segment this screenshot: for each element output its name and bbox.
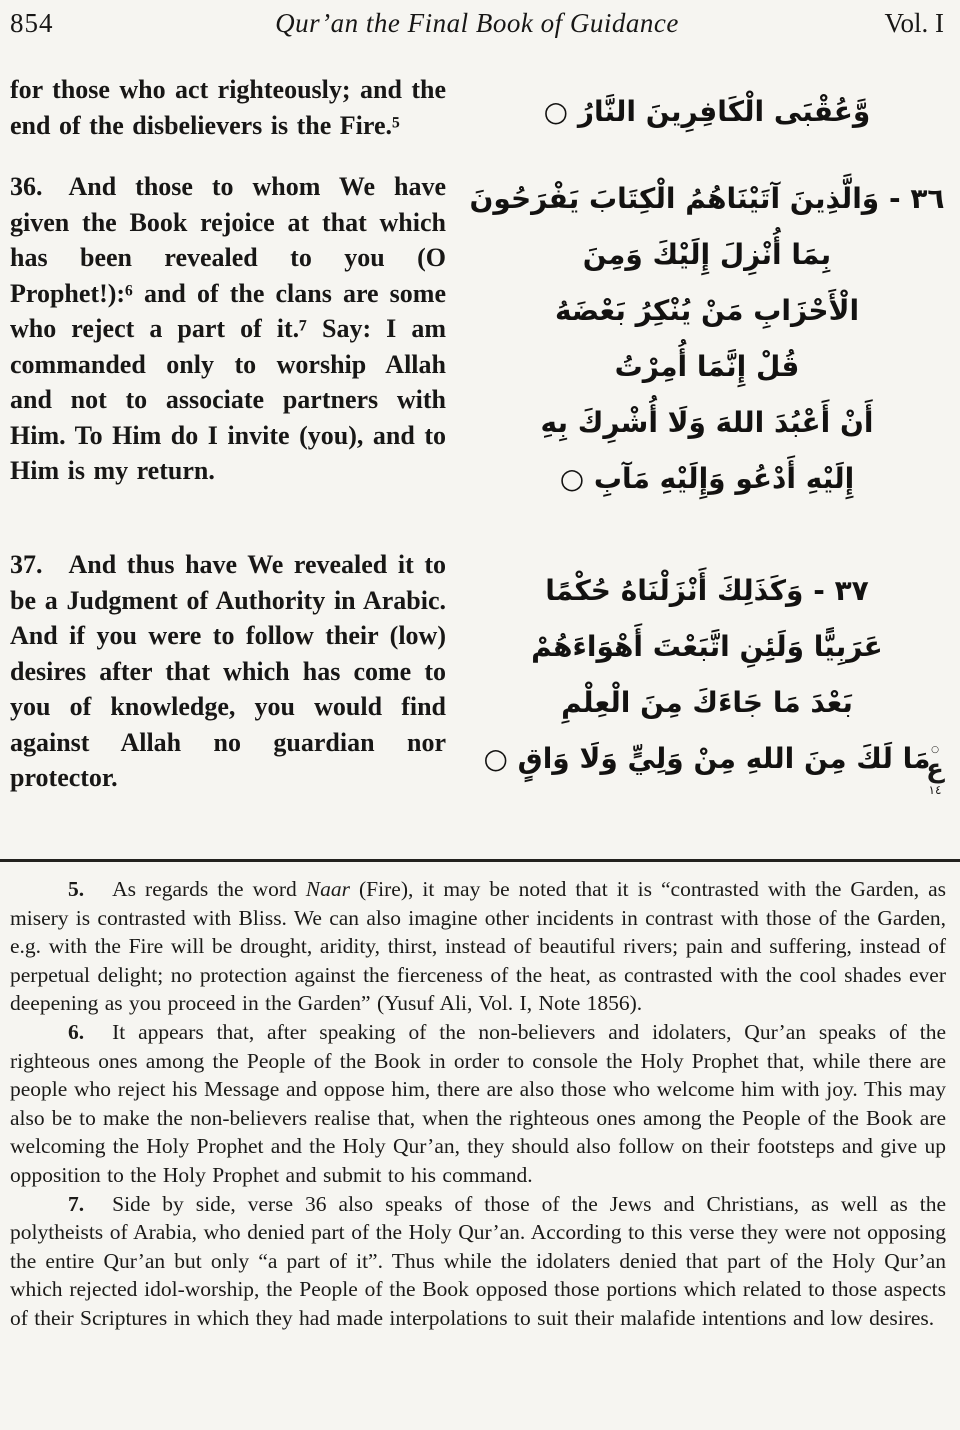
footnote-text: Side by side, verse 36 also speaks of those of the Jews and Christians, as well as the polytheists of Arabia, who denied part of the Holy Qur’an. According to this verse they were not opposing the entire Qur’an but only “a part of it”. Thus while the idolaters denied that part of the Holy Qur’an which rejected idol-worship, the People of the Book opposed those portions which related to those aspects of their Scriptures in which they had made interpolations to suit their malafide intentions and low desires.: [10, 1191, 946, 1330]
english-verse-37: 37. And thus have We revealed it to be a Judgment of Authority in Arabic. And if you were to follow their (low) desires after that which has come to you of knowledge, you would find against Allah no guardian nor protector.: [10, 550, 446, 792]
ruku-number: ١٤: [928, 783, 942, 797]
footnote-5: [10, 875, 946, 1018]
footnote-text: It appears that, after speaking of the non-believers and idolaters, Qur’an speaks of the righteous ones among the People of the Book in order to console the Holy Prophet that, while there are people who reject his Message and oppose him, there are also those who welcome him with joy. This may also be to make the non-believers realise that, when the righteous ones among the People of the Book are welcoming the Holy Prophet and the Holy Qur’an, they should also follow on their footsteps and give up opposition to the Holy Prophet and submit to his command.: [10, 1019, 946, 1187]
footnote-number: 7.: [68, 1191, 85, 1216]
arabic-line: قُلْ إِنَّمَا أُمِرْتُ: [614, 350, 800, 383]
arabic-line: أَنْ أَعْبُدَ اللهَ وَلَا أُشْرِكَ بِهِ: [540, 406, 874, 439]
arabic-verse-36: [468, 169, 946, 507]
arabic-line: بَعْدَ مَا جَاءَكَ مِنَ الْعِلْمِ: [561, 686, 853, 719]
page-title: Qur’an the Final Book of Guidance: [275, 8, 679, 38]
arabic-line: إِلَيْهِ أَدْعُو وَإِلَيْهِ مَآبِ ○: [559, 462, 855, 495]
arabic-line: الْأَحْزَابِ مَنْ يُنْكِرُ بَعْضَهُ: [554, 294, 860, 327]
page-header: [0, 0, 960, 42]
footnote-text: (Fire), it may be noted that it is “contrasted with the Garden, as misery is contrasted with Bliss. We can also imagine other incidents in contrast with those of the Garden, e.g. with the Fire will be drought, aridity, thirst, instead of beautiful rivers; pain and suffering, instead of perpetual delight; no protection against the fierceness of the heat, as contrasted with the cool shades ever deepening as you proceed in the Garden” (Yusuf Ali, Vol. I, Note 1856).: [10, 877, 946, 1016]
arabic-line: ٣٦ - وَالَّذِينَ آتَيْنَاهُمُ الْكِتَابَ يَفْرَحُونَ: [469, 182, 945, 215]
footnote-6: [10, 1018, 946, 1190]
verses-section: [0, 42, 960, 852]
footnotes-section: [0, 862, 960, 1333]
volume-label: Vol. I: [884, 8, 944, 38]
footnote-number: 6.: [68, 1019, 85, 1044]
footnote-7: [10, 1190, 946, 1333]
arabic-line: عَرَبِيًّا وَلَئِنِ اتَّبَعْتَ أَهْوَاءَهُمْ: [531, 630, 883, 663]
footnote-text: As regards the word: [112, 877, 306, 901]
verse-row-35-end: [10, 72, 946, 143]
footnote-italic-term: Naar: [305, 877, 351, 901]
verse-row-37: [10, 547, 946, 796]
arabic-line: بِمَا أُنْزِلَ إِلَيْكَ وَمِنَ: [582, 238, 832, 271]
arabic-verse-35-end: [468, 72, 946, 143]
arabic-line: مَا لَكَ مِنَ اللهِ مِنْ وَلِيٍّ وَلَا وَاقٍ ○: [483, 742, 931, 775]
page-number: 854: [10, 8, 54, 38]
footnote-number: 5.: [68, 877, 85, 901]
arabic-line: ٣٧ - وَكَذَلِكَ أَنْزَلْنَاهُ حُكْمًا: [545, 574, 869, 607]
arabic-line: وَّعُقْبَى الْكَافِرِينَ النَّارُ ○: [543, 95, 871, 128]
ruku-ain-letter: ع: [926, 754, 944, 784]
verse-row-36: [10, 169, 946, 507]
english-verse-35-end: for those who act righteously; and the end of the disbelievers is the Fire.⁵: [10, 75, 446, 140]
ruku-marker: [918, 746, 952, 796]
ruku-dot: ○: [931, 745, 939, 755]
english-verse-36: 36. And those to whom We have given the Book rejoice at that which has been revealed to you (O Prophet!):⁶ and of the clans are some who reject a part of it.⁷ Say: I am commanded only to worship Allah and not to associate partners with Him. To Him do I invite (you), and to Him is my return.: [10, 172, 446, 485]
arabic-verse-37: [468, 547, 946, 796]
